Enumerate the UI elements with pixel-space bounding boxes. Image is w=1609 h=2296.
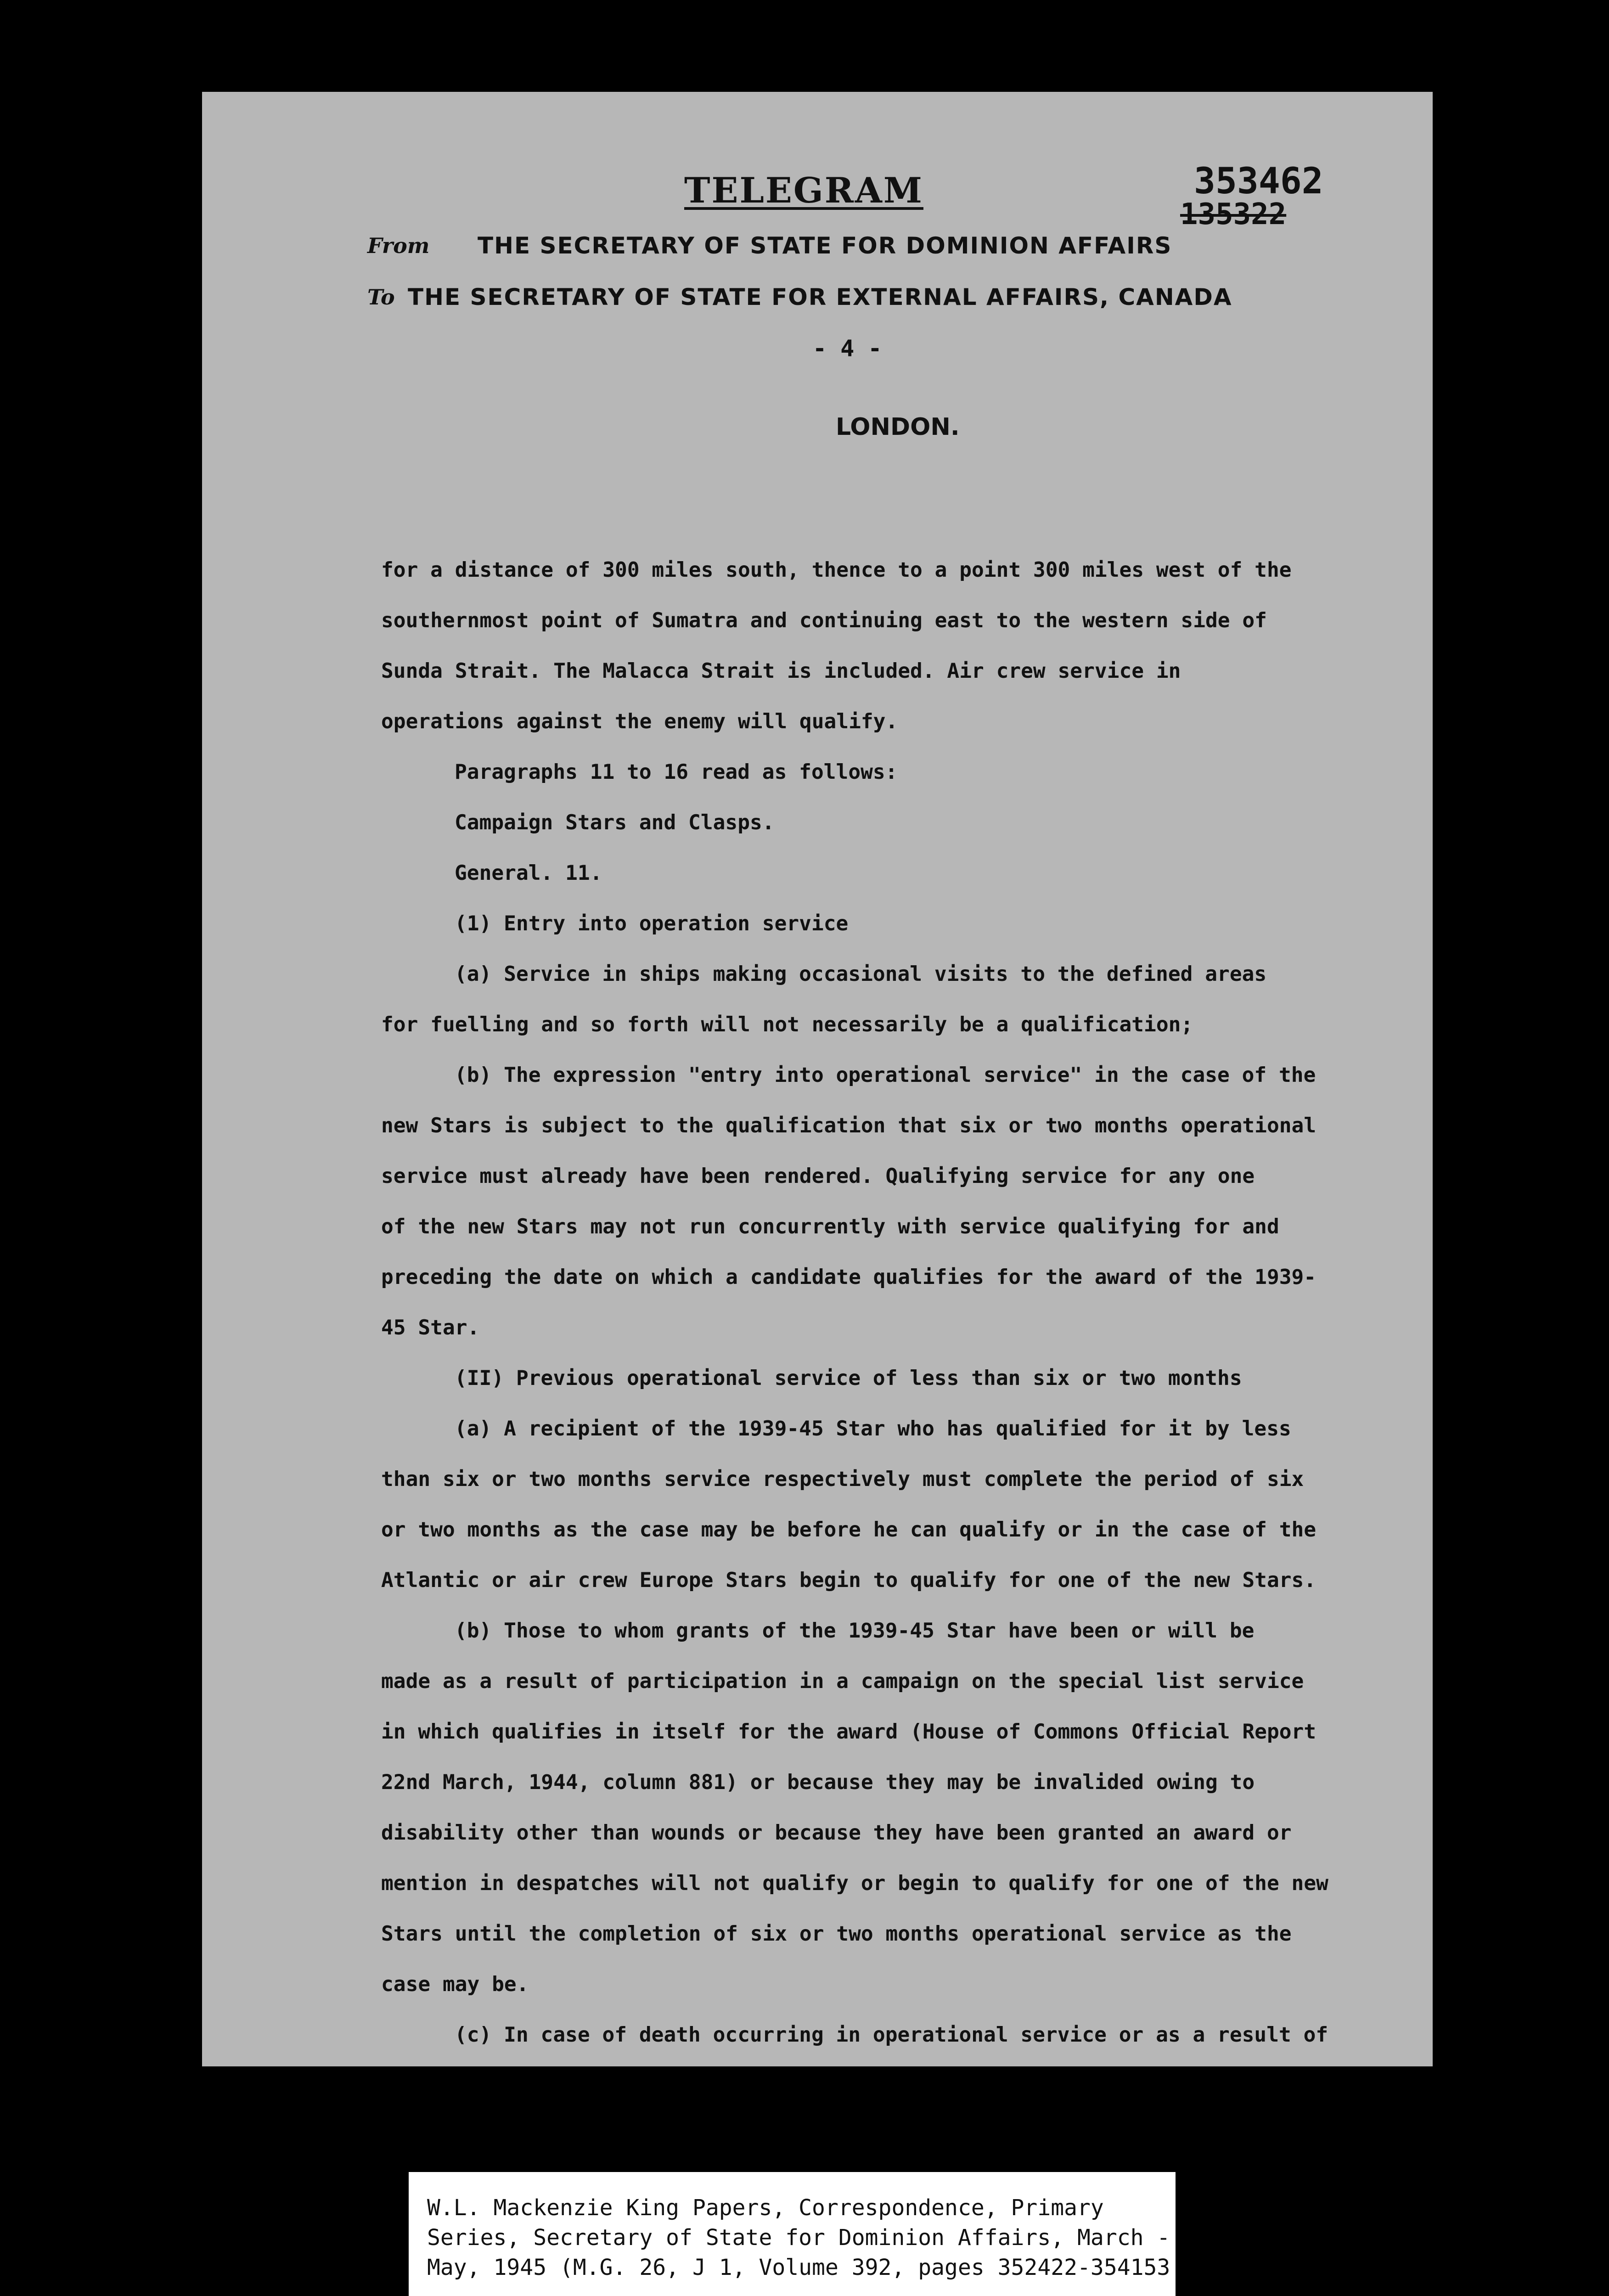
body-line: Atlantic or air crew Europe Stars begin to qualify for one of the new Stars. [381, 1569, 1316, 1592]
body-line: operations against the enemy will qualify. [381, 710, 898, 733]
body-line: southernmost point of Sumatra and continuing east to the western side of [381, 609, 1267, 632]
body-line: or two months as the case may be before he can qualify or in the case of the [381, 1518, 1316, 1542]
body-line: service must already have been rendered. Qualifying service for any one [381, 1165, 1255, 1188]
body-line: (a) Service in ships making occasional visits to the defined areas [455, 962, 1267, 986]
body-line: 22nd March, 1944, column 881) or because they may be invalided owing to [381, 1771, 1255, 1794]
citation-line: Series, Secretary of State for Dominion Affairs, March - [427, 2225, 1170, 2251]
citation-line: W.L. Mackenzie King Papers, Correspondence, Primary [427, 2195, 1104, 2221]
body-line: 45 Star. [381, 1316, 480, 1339]
to-label: To [367, 285, 395, 310]
body-line: preceding the date on which a candidate qualifies for the award of the 1939- [381, 1266, 1316, 1289]
telegram-title: TELEGRAM [684, 170, 924, 211]
body-line: Sunda Strait. The Malacca Strait is included. Air crew service in [381, 659, 1181, 683]
citation-card [409, 2172, 1176, 2296]
place-line: LONDON. [836, 413, 960, 441]
body-line: Paragraphs 11 to 16 read as follows: [455, 760, 898, 784]
body-line: for a distance of 300 miles south, thence to a point 300 miles west of the [381, 558, 1292, 582]
body-line: for fuelling and so forth will not necessarily be a qualification; [381, 1013, 1193, 1036]
body-line: of the new Stars may not run concurrently with service qualifying for and [381, 1215, 1279, 1238]
body-line: (b) The expression "entry into operational service" in the case of the [455, 1064, 1316, 1087]
body-line: case may be. [381, 1973, 529, 1996]
from-text: THE SECRETARY OF STATE FOR DOMINION AFFAIRS [478, 232, 1172, 259]
body-line: new Stars is subject to the qualification that six or two months operational [381, 1114, 1316, 1137]
body-line: disability other than wounds or because they have been granted an award or [381, 1821, 1292, 1845]
body-line: made as a result of participation in a campaign on the special list service [381, 1670, 1304, 1693]
body-line: in which qualifies in itself for the award (House of Commons Official Report [381, 1720, 1316, 1744]
body-line: General. 11. [455, 861, 602, 885]
body-line: than six or two months service respectively must complete the period of six [381, 1468, 1304, 1491]
body-line: Campaign Stars and Clasps. [455, 811, 775, 834]
body-line: mention in despatches will not qualify or begin to qualify for one of the new [381, 1872, 1328, 1895]
to-text: THE SECRETARY OF STATE FOR EXTERNAL AFFAIRS, CANADA [408, 284, 1232, 310]
telegram-page [202, 92, 1433, 2066]
struck-reference-number: 135322 [1180, 197, 1287, 231]
body-line: (II) Previous operational service of less than six or two months [455, 1367, 1242, 1390]
citation-line: May, 1945 (M.G. 26, J 1, Volume 392, pages 352422-354153 [427, 2255, 1170, 2280]
reference-number: 353462 [1194, 161, 1323, 202]
from-label: From [367, 233, 430, 258]
body-line: (1) Entry into operation service [455, 912, 849, 935]
body-line: (a) A recipient of the 1939-45 Star who has qualified for it by less [455, 1417, 1291, 1441]
page-number: - 4 - [813, 335, 882, 362]
body-line: Stars until the completion of six or two months operational service as the [381, 1922, 1292, 1946]
body-line: (b) Those to whom grants of the 1939-45 Star have been or will be [455, 1619, 1255, 1643]
body-line: (c) In case of death occurring in operational service or as a result of [455, 2023, 1328, 2047]
